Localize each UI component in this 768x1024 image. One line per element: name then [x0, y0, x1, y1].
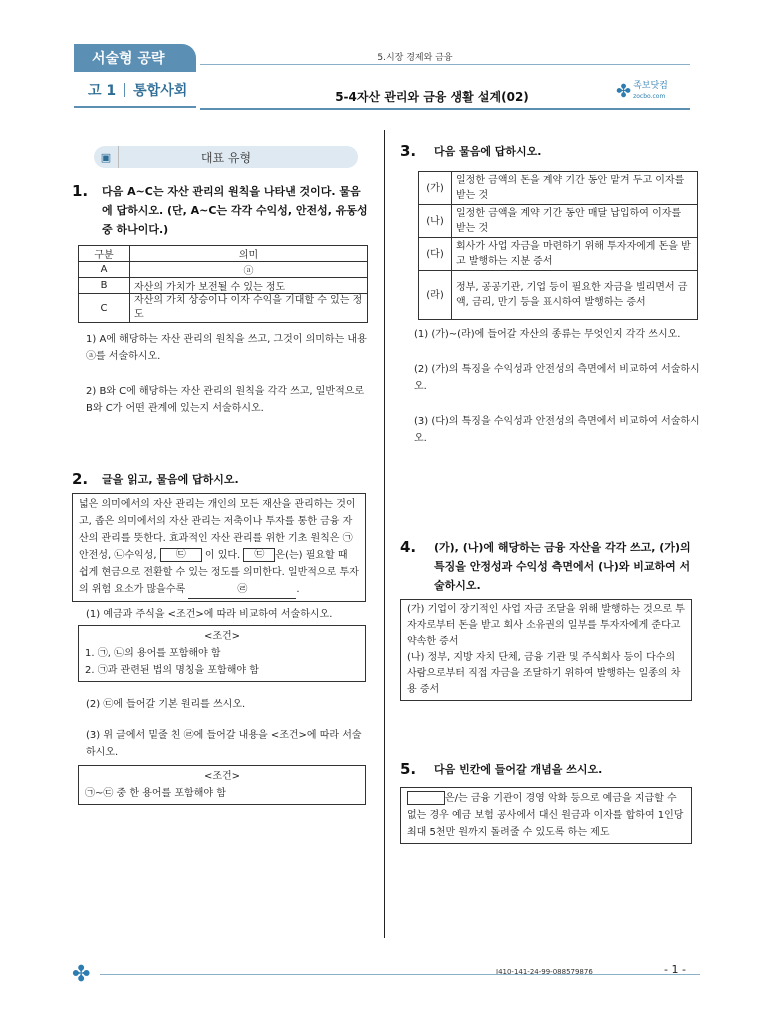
question-2 [72, 470, 368, 805]
statement-box [400, 599, 692, 701]
representative-type-label: 대표 유형 [200, 150, 252, 165]
logo-url: zocbo.com [633, 92, 666, 100]
sub-question: (2) (가)의 특징을 수익성과 안전성의 측면에서 비교하여 서술하시오. [414, 364, 700, 392]
table-cell: (나) [419, 205, 452, 238]
table-row [79, 294, 368, 323]
table-cell: B [79, 278, 130, 294]
sub-question: (1) 예금과 주식을 <조건>에 따라 비교하여 서술하시오. [86, 609, 333, 620]
table-cell: (가) [419, 172, 452, 205]
statement-item: (가) 기업이 장기적인 사업 자금 조달을 위해 발행하는 것으로 투자자로부터 돈을 받고 회사 소유권의 일부를 투자자에게 준다고 약속한 증서 [407, 604, 685, 647]
underline-d: ㉣ [188, 581, 296, 599]
sub-question: 2) B와 C에 해당하는 자산 관리의 원칙을 각각 쓰고, 일반적으로 B와 C가 어떤 관계에 있는지 서술하시오. [86, 386, 365, 414]
table-cell: C [79, 294, 130, 323]
table-cell: 자산의 가치 상승이나 이자 수익을 기대할 수 있는 정도 [130, 294, 368, 323]
passage-box: 넓은 의미에서의 자산 관리는 개인의 모든 재산을 관리하는 것이고, 좁은 의미에서의 자산 관리는 저축이나 투자를 통한 금융 자산의 관리를 뜻한다. 효과적인 자산 관리를 위한 기초 원칙은 ㉠안전성, ㉡수익성, ㉢ 이 있다. ㉢ 은(는) 필요할 때 쉽게 현금으로 전환할 수 있는 정도를 의미한다. 일반적으로 투자의 위험 요소가 많을수록 ㉣ . [72, 493, 366, 602]
table-cell: 일정한 금액의 돈을 계약 기간 동안 맡겨 두고 이자를 받는 것 [452, 172, 698, 205]
table-cell: ⓐ [130, 262, 368, 278]
answer-blank [407, 791, 445, 805]
condition-item: 2. ㉠과 관련된 법의 명칭을 포함해야 함 [85, 665, 259, 676]
question-number: 2. [72, 470, 89, 488]
page-number: - 1 - [664, 963, 686, 976]
statement-item: (나) 정부, 지방 자치 단체, 금융 기관 및 주식회사 등이 다수의 사람으로부터 직접 자금을 조달하기 위하여 발행하는 일종의 차용 증서 [407, 652, 681, 695]
logo-text [633, 81, 668, 102]
question-number: 1. [72, 182, 89, 200]
chapter-title: 5.시장 경제와 금융 [377, 53, 453, 63]
condition-title: <조건> [203, 771, 241, 782]
header-rule-bottom [200, 108, 690, 110]
header-rule [200, 64, 690, 65]
header-subject [74, 74, 196, 108]
table-cell: 자산의 가치가 보전될 수 있는 정도 [130, 278, 368, 294]
question-text: 다음 A~C는 자산 관리의 원칙을 나타낸 것이다. 물음에 답하시오. (단, A~C는 각각 수익성, 안전성, 유동성 중 하나이다.) [102, 185, 368, 236]
column-divider [384, 130, 385, 938]
condition-title: <조건> [203, 631, 241, 642]
condition-item: ㉠~㉢ 중 한 용어를 포함해야 함 [85, 788, 226, 799]
header-tab-label: 서술형 공략 [92, 51, 165, 67]
passage-text: 이 있다. [204, 550, 241, 561]
definition-text: 은/는 금융 기관이 경영 악화 등으로 예금을 지급할 수 없는 경우 예금 보험 공사에서 대신 원금과 이자를 합하여 1인당 최대 5천만 원까지 돌려줄 수 있도록 하는 제도 [407, 793, 684, 838]
document-code: I410-141-24-99-088579876 [496, 968, 593, 976]
question-text: (가), (나)에 해당하는 금융 자산을 각각 쓰고, (가)의 특징을 안정성과 수익성 측면에서 (나)와 비교하여 서술하시오. [434, 541, 691, 592]
sub-question: (2) ㉢에 들어갈 기본 원리를 쓰시오. [86, 699, 246, 710]
condition-box [78, 765, 366, 805]
question-number: 4. [400, 538, 417, 556]
table-header: 의미 [130, 246, 368, 262]
question-text: 다음 물음에 답하시오. [434, 145, 542, 158]
question-text: 다음 빈칸에 들어갈 개념을 쓰시오. [434, 763, 603, 776]
question-4 [400, 538, 700, 701]
separator [124, 83, 125, 97]
passage-text: 은(는) 필요할 때 쉽게 현금으로 전환할 수 있는 정도를 의미한다. 일반적으로 투자의 위험 요소가 많을수록 [79, 550, 359, 595]
condition-item: 1. ㉠, ㉡의 용어를 포함해야 함 [85, 648, 221, 659]
lesson-title: 5-4자산 관리와 금융 생활 설계(02) [335, 90, 529, 104]
blank-c: ㉢ [160, 548, 202, 562]
table-cell: 정부, 공공기관, 기업 등이 필요한 자금을 빌리면서 금액, 금리, 만기 등을 표시하여 발행하는 증서 [452, 271, 698, 320]
question-1 [72, 182, 368, 417]
representative-type-banner [94, 146, 358, 168]
condition-box [78, 625, 366, 682]
table-row [79, 262, 368, 278]
sub-question: (3) (다)의 특징을 수익성과 안전성의 측면에서 비교하여 서술하시오. [414, 416, 700, 444]
logo-name: 족보닷컴 [633, 80, 668, 91]
passage-text: 넓은 의미에서의 자산 관리는 개인의 모든 재산을 관리하는 것이고, 좁은 의미에서의 자산 관리는 저축이나 투자를 통한 금융 자산의 관리를 뜻한다. 효과적인 자산 관리를 위한 기초 원칙은 ㉠안전성, ㉡수익성, [79, 499, 356, 561]
table-row [419, 238, 698, 271]
question-text: 글을 읽고, 물음에 답하시오. [102, 473, 239, 486]
table-row [419, 172, 698, 205]
logo-mark-icon: ✤ [616, 80, 632, 102]
footer-rule [100, 974, 700, 975]
table-cell: (다) [419, 238, 452, 271]
table-header-row [79, 246, 368, 262]
table-row [79, 278, 368, 294]
table-cell: A [79, 262, 130, 278]
brand-logo [616, 78, 686, 104]
question-number: 5. [400, 760, 417, 778]
grade-label: 고 1 [88, 83, 117, 99]
definition-box [400, 787, 692, 844]
sub-question: 1) A에 해당하는 자산 관리의 원칙을 쓰고, 그것이 의미하는 내용 ⓐ를 서술하시오. [86, 334, 367, 362]
book-icon: ▣ [94, 146, 119, 168]
table-row [419, 271, 698, 320]
asset-table [418, 171, 698, 320]
footer-logo-icon: ✤ [72, 962, 91, 987]
principles-table [78, 245, 368, 323]
table-cell: 일정한 금액을 계약 기간 동안 매달 납입하여 이자를 받는 것 [452, 205, 698, 238]
question-number: 3. [400, 142, 417, 160]
table-cell: (라) [419, 271, 452, 320]
sub-question: (1) (가)~(라)에 들어갈 자산의 종류는 무엇인지 각각 쓰시오. [414, 329, 681, 340]
table-header: 구분 [79, 246, 130, 262]
blank-c-repeat: ㉢ [243, 548, 275, 562]
table-cell: 회사가 사업 자금을 마련하기 위해 투자자에게 돈을 받고 발행하는 지분 증서 [452, 238, 698, 271]
subject-label: 통합사회 [133, 83, 188, 99]
question-3 [400, 142, 700, 447]
question-5 [400, 760, 700, 844]
header-tab [74, 44, 196, 72]
table-row [419, 205, 698, 238]
sub-question: (3) 위 글에서 밑줄 친 ㉣에 들어갈 내용을 <조건>에 따라 서술하시오. [86, 730, 362, 758]
